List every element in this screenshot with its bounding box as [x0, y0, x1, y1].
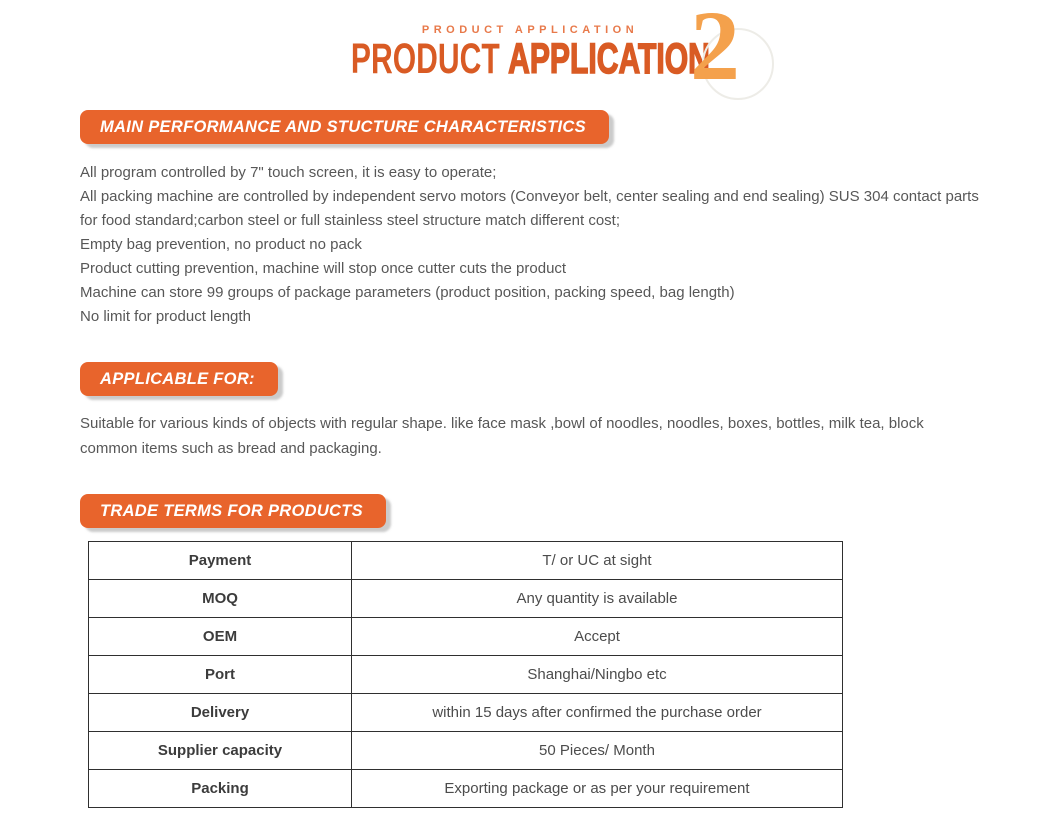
- feature-item: Machine can store 99 groups of package parameters (product position, packing speed, bag length): [80, 284, 735, 301]
- feature-item: Product cutting prevention, machine will stop once cutter cuts the product: [80, 260, 567, 277]
- feature-item: All packing machine are controlled by independent servo motors (Conveyor belt, center sealing and end sealing) SUS 304 contact parts for food standard;carbon steel or full stainless steel structure match different cost;: [80, 188, 979, 229]
- table-row: [89, 580, 843, 618]
- term-label: MOQ: [89, 580, 352, 618]
- banner-applicable-for: APPLICABLE FOR:: [80, 362, 278, 396]
- term-value: Exporting package or as per your requirement: [352, 770, 843, 808]
- term-value: 50 Pieces/ Month: [352, 732, 843, 770]
- table-row: [89, 732, 843, 770]
- term-value: T/ or UC at sight: [352, 542, 843, 580]
- table-row: [89, 656, 843, 694]
- feature-list: [80, 161, 980, 329]
- feature-item: All program controlled by 7" touch screen, it is easy to operate;: [80, 164, 497, 181]
- applicable-text: Suitable for various kinds of objects with regular shape. like face mask ,bowl of noodles, noodles, boxes, bottles, milk tea, block common items such as bread and packaging.: [80, 415, 924, 457]
- term-label: Delivery: [89, 694, 352, 732]
- table-row: [89, 770, 843, 808]
- trade-terms-table: [88, 541, 843, 808]
- banner-main-performance: MAIN PERFORMANCE AND STUCTURE CHARACTERISTICS: [80, 110, 609, 144]
- term-value: Shanghai/Ningbo etc: [352, 656, 843, 694]
- term-label: Payment: [89, 542, 352, 580]
- section-number: 2: [690, 0, 740, 101]
- header-eyebrow: PRODUCT APPLICATION: [421, 24, 639, 36]
- term-value: Accept: [352, 618, 843, 656]
- page-title-primary: PRODUCT: [350, 35, 500, 83]
- page-title-secondary: APPLICATION: [507, 35, 710, 83]
- term-label: Packing: [89, 770, 352, 808]
- table-row: [89, 542, 843, 580]
- table-row: [89, 694, 843, 732]
- section-number-badge: [690, 0, 790, 105]
- table-row: [89, 618, 843, 656]
- term-label: Port: [89, 656, 352, 694]
- term-label: Supplier capacity: [89, 732, 352, 770]
- feature-item: No limit for product length: [80, 308, 251, 325]
- feature-item: Empty bag prevention, no product no pack: [80, 236, 362, 253]
- term-value: Any quantity is available: [352, 580, 843, 618]
- banner-trade-terms: TRADE TERMS FOR PRODUCTS: [80, 494, 386, 528]
- term-value: within 15 days after confirmed the purchase order: [352, 694, 843, 732]
- page-title: [0, 36, 1060, 82]
- term-label: OEM: [89, 618, 352, 656]
